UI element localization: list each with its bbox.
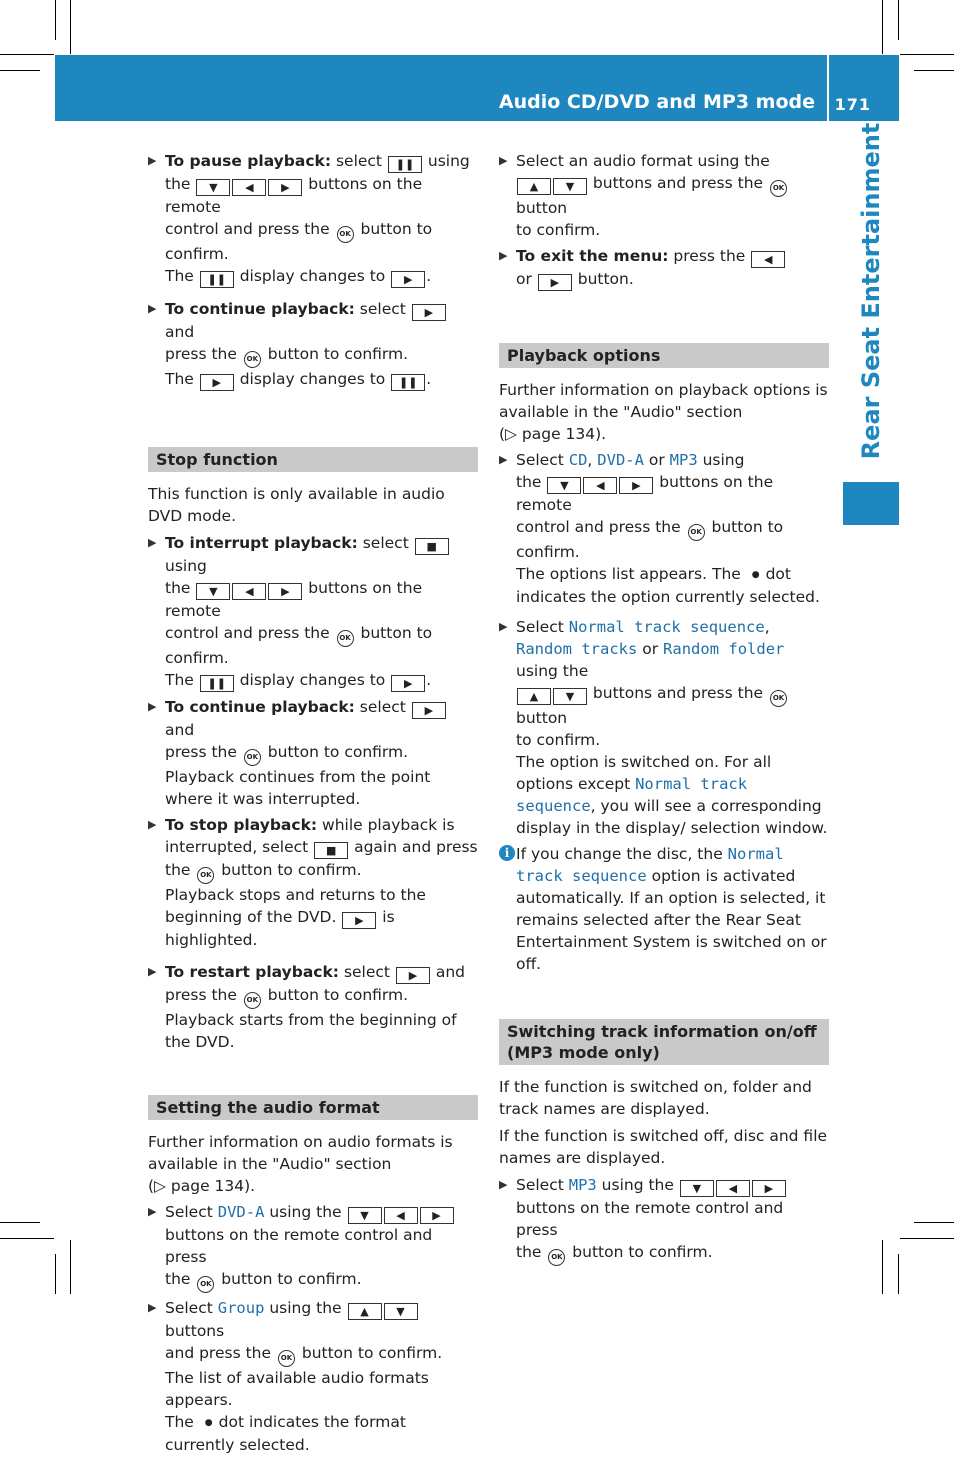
down-icon: ▼	[553, 688, 587, 705]
menu-item-mp3: MP3	[669, 451, 698, 469]
down-icon: ▼	[547, 477, 581, 494]
bullet-icon: ▶	[499, 620, 508, 633]
ok-icon: OK	[197, 1276, 214, 1293]
section-heading-track-info: Switching track information on/off (MP3 mode only)	[499, 1019, 829, 1065]
page-title: Audio CD/DVD and MP3 mode	[498, 91, 815, 113]
menu-item-dvda: DVD-A	[597, 451, 644, 469]
step-select-format: ▶ Select an audio format using the ▲ ▼ buttons and press the OK button to confirm.	[499, 150, 829, 241]
step-restart: ▶ To restart playback: select ▶ and press the OK button to confirm. Playback starts from the beginning of the DVD.	[148, 963, 466, 1051]
right-icon: ▶	[619, 477, 653, 494]
audio-intro: Further information on audio formats is available in the "Audio" section (▷ page 134).	[148, 1133, 453, 1195]
bullet-icon: ▶	[148, 818, 157, 831]
page-number: 171	[834, 95, 871, 114]
bullet-icon: ▶	[499, 453, 508, 466]
page-reference: (▷ page 134).	[499, 425, 607, 443]
crop-mark	[882, 1240, 883, 1294]
ok-icon: OK	[337, 630, 354, 647]
ok-icon: OK	[244, 749, 261, 766]
page-header	[55, 55, 899, 121]
up-icon: ▲	[517, 178, 551, 195]
dot-icon: ●	[751, 570, 760, 580]
info-icon: i	[499, 845, 515, 861]
ok-icon: OK	[688, 524, 705, 541]
step-exit-menu: ▶ To exit the menu: press the ◀ or ▶ button.	[499, 245, 829, 291]
bullet-icon: ▶	[148, 965, 157, 978]
step-select-group: ▶ Select Group using the ▲ ▼ buttons and press the OK button to confirm. The list of available audio formats appears. The ● dot indicates the format currently selected.	[148, 1299, 443, 1454]
up-icon: ▲	[348, 1303, 382, 1320]
stop-icon: ■	[415, 538, 449, 555]
down-icon: ▼	[553, 178, 587, 195]
pause-icon: ❚❚	[388, 156, 422, 173]
bullet-icon: ▶	[148, 1301, 157, 1314]
step-select-sequence: ▶ Select Normal track sequence, Random tracks or Random folder using the ▲ ▼ buttons and press the OK button to confirm. The option is switched on. For all options except Normal track sequence, you will see a corresponding display in the display/ selection window.	[499, 618, 828, 837]
right-icon: ▶	[420, 1207, 454, 1224]
ok-icon: OK	[337, 226, 354, 243]
crop-mark	[0, 54, 54, 55]
ok-icon: OK	[770, 690, 787, 707]
down-icon: ▼	[384, 1303, 418, 1320]
right-icon: ▶	[538, 274, 572, 291]
bullet-icon: ▶	[148, 302, 157, 315]
step-label: To continue playback:	[165, 300, 355, 318]
right-icon: ▶	[752, 1180, 786, 1197]
down-icon: ▼	[680, 1180, 714, 1197]
play-icon: ▶	[391, 271, 425, 288]
menu-item-normal-track-sequence: Normal track sequence	[568, 618, 765, 636]
play-icon: ▶	[396, 967, 430, 984]
ok-icon: OK	[197, 867, 214, 884]
step-continue: ▶ To continue playback: select ▶ and press the OK button to confirm. The ▶ display changes to ❚❚ .	[148, 298, 478, 391]
section-heading-playback: Playback options	[499, 343, 829, 368]
left-icon: ◀	[583, 477, 617, 494]
crop-mark	[55, 1254, 56, 1294]
crop-mark	[900, 54, 954, 55]
crop-mark	[898, 0, 899, 40]
step-continue: ▶ To continue playback: select ▶ and press the OK button to confirm. Playback continues from the point where it was interrupted.	[148, 696, 478, 810]
ok-icon: OK	[244, 992, 261, 1009]
step-label: To restart playback:	[165, 963, 340, 981]
section-heading-stop: Stop function	[148, 447, 478, 472]
menu-item-cd: CD	[568, 451, 588, 469]
page-reference: (▷ page 134).	[148, 1177, 256, 1195]
left-icon: ◀	[232, 179, 266, 196]
step-label: To pause playback:	[165, 152, 332, 170]
dot-icon: ●	[204, 1418, 213, 1428]
bullet-icon: ▶	[148, 1205, 157, 1218]
play-icon: ▶	[412, 304, 446, 321]
side-tab-label: Rear Seat Entertainment	[857, 122, 885, 460]
crop-mark	[914, 1222, 954, 1223]
right-icon: ▶	[268, 179, 302, 196]
menu-item-group: Group	[217, 1299, 265, 1317]
left-icon: ◀	[384, 1207, 418, 1224]
ok-icon: OK	[278, 1350, 295, 1367]
bullet-icon: ▶	[148, 700, 157, 713]
play-icon: ▶	[342, 912, 376, 929]
crop-mark	[0, 1238, 54, 1239]
playback-intro: Further information on playback options is available in the "Audio" section (▷ page 134).	[499, 381, 828, 443]
switch-on-text: If the function is switched on, folder and track names are displayed.	[499, 1078, 812, 1118]
left-icon: ◀	[751, 251, 785, 268]
up-icon: ▲	[517, 688, 551, 705]
step-interrupt: ▶ To interrupt playback: select ■ using the ▼ ◀ ▶ buttons on the remote control and press the OK button to confirm. The ❚❚ display changes to ▶ .	[148, 532, 478, 692]
switch-off-text: If the function is switched off, disc and file names are displayed.	[499, 1127, 828, 1167]
header-divider	[827, 55, 829, 121]
bullet-icon: ▶	[148, 536, 157, 549]
crop-mark	[914, 70, 954, 71]
ok-icon: OK	[770, 180, 787, 197]
ok-icon: OK	[548, 1249, 565, 1266]
right-column	[499, 150, 829, 1276]
menu-item-dvda: DVD-A	[217, 1203, 265, 1221]
right-icon: ▶	[268, 583, 302, 600]
step-label: To exit the menu:	[516, 247, 669, 265]
side-tab-marker	[843, 482, 899, 525]
step-pause: ▶ To pause playback: select ❚❚ using the ▼ ◀ ▶ buttons on the remote control and press the OK button to confirm. The ❚❚ display changes to ▶ .	[148, 152, 470, 286]
play-icon: ▶	[391, 675, 425, 692]
menu-item-normal-track-sequence: Normal track sequence	[516, 845, 784, 885]
left-column	[148, 150, 478, 1466]
pause-icon: ❚❚	[200, 675, 234, 692]
down-icon: ▼	[348, 1207, 382, 1224]
crop-mark	[55, 0, 56, 40]
menu-item-random-folder: Random folder	[663, 640, 785, 658]
bullet-icon: ▶	[148, 154, 157, 167]
crop-mark	[70, 1240, 71, 1294]
info-note: i If you change the disc, the Normal track sequence option is activated automatically. If an option is selected, it remains selected after the Rear Seat Entertainment System is switched on or off.	[499, 843, 829, 975]
side-tab	[843, 121, 899, 481]
section-heading-audio-format: Setting the audio format	[148, 1095, 478, 1120]
bullet-icon: ▶	[499, 249, 508, 262]
crop-mark	[70, 0, 71, 54]
menu-item-random-tracks: Random tracks	[516, 640, 638, 658]
step-select-dvda: ▶ Select DVD-A using the ▼ ◀ ▶ buttons on the remote control and press the OK button to confirm.	[148, 1201, 478, 1293]
crop-mark	[882, 0, 883, 54]
play-icon: ▶	[200, 374, 234, 391]
ok-icon: OK	[244, 351, 261, 368]
bullet-icon: ▶	[499, 1178, 508, 1191]
step-label: To stop playback:	[165, 816, 318, 834]
left-icon: ◀	[716, 1180, 750, 1197]
pause-icon: ❚❚	[200, 271, 234, 288]
pause-icon: ❚❚	[391, 374, 425, 391]
step-label: To interrupt playback:	[165, 534, 358, 552]
crop-mark	[0, 70, 40, 71]
left-icon: ◀	[232, 583, 266, 600]
crop-mark	[0, 1222, 40, 1223]
step-stop: ▶ To stop playback: while playback is interrupted, select ■ again and press the OK button to confirm. Playback stops and returns to the beginning of the DVD. ▶ is highlighted.	[148, 816, 478, 949]
play-icon: ▶	[412, 702, 446, 719]
step-label: To continue playback:	[165, 698, 355, 716]
stop-icon: ■	[314, 842, 348, 859]
menu-item-normal-track-sequence: Normal track sequence	[516, 775, 748, 815]
crop-mark	[898, 1254, 899, 1294]
bullet-icon: ▶	[499, 154, 508, 167]
down-icon: ▼	[196, 583, 230, 600]
stop-intro: This function is only available in audio DVD mode.	[148, 485, 445, 525]
step-select-cd: ▶ Select CD, DVD-A or MP3 using the ▼ ◀ ▶ buttons on the remote control and press the OK button to confirm. The options list appears. The ● dot indicates the option currently selected.	[499, 451, 820, 606]
down-icon: ▼	[196, 179, 230, 196]
menu-item-mp3: MP3	[568, 1176, 597, 1194]
crop-mark	[900, 1238, 954, 1239]
step-select-mp3: ▶ Select MP3 using the ▼ ◀ ▶ buttons on the remote control and press the OK button to confirm.	[499, 1174, 829, 1266]
